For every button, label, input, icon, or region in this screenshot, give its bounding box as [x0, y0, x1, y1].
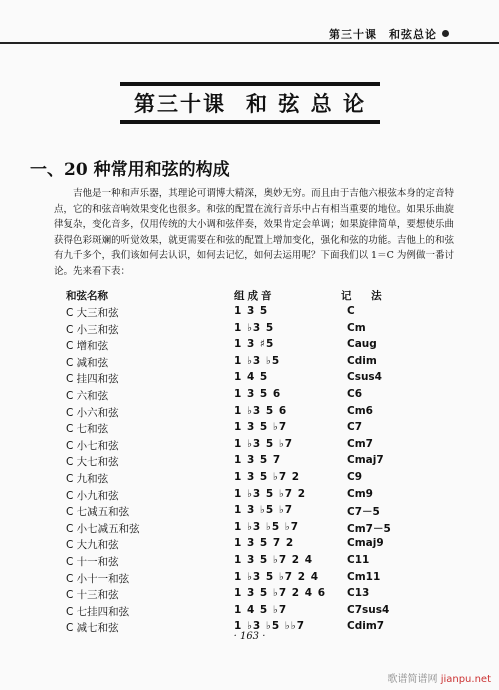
table-row	[66, 471, 466, 488]
chord-symbol-cell: Cm6	[347, 404, 373, 417]
table-row	[66, 554, 466, 571]
chord-name-cell: C 十三和弦	[66, 589, 119, 602]
chord-tones-cell: 1 3 5 7 2	[234, 537, 295, 550]
header-chord-tones: 组成音	[234, 290, 275, 302]
chord-tones-cell: 1 3 5	[234, 305, 269, 317]
chord-tones-cell: 1 3 5 ♭7 2	[234, 470, 301, 483]
chord-symbol-cell: Cdim	[347, 354, 377, 367]
chord-symbol-cell: Cdim7	[347, 620, 385, 633]
watermark	[388, 670, 492, 685]
table-header-row	[66, 288, 466, 305]
table-row	[66, 604, 466, 621]
chord-symbol-cell: C7－5	[347, 506, 380, 519]
chord-name-cell: C 小七和弦	[66, 439, 119, 452]
chord-symbol-cell: Cm7－5	[347, 522, 391, 535]
chord-tones-cell: 1 ♭3 ♭5 ♭7	[234, 520, 300, 533]
chord-name-cell: C 大三和弦	[66, 307, 119, 319]
chord-name-cell: C 七和弦	[66, 423, 109, 436]
chord-symbol-cell: Cm	[347, 321, 366, 334]
table-row	[66, 322, 466, 339]
chord-name-cell: C 小七减五和弦	[66, 522, 140, 535]
chord-name-cell: C 挂四和弦	[66, 373, 119, 386]
chord-tones-cell: 1 ♭3 5 ♭7 2	[234, 487, 307, 500]
chord-tones-cell: 1 3 5 ♭7 2 4 6	[234, 587, 327, 600]
page-header	[0, 0, 499, 45]
chord-symbol-cell: Csus4	[347, 371, 382, 384]
chord-name-cell: C 小十一和弦	[66, 572, 130, 585]
section-heading: 一、20 种常用和弦的构成	[30, 160, 230, 180]
chord-tones-cell: 1 4 5 ♭7	[234, 603, 288, 616]
chord-tones-cell: 1 ♭3 ♭5	[234, 354, 281, 367]
chord-name-cell: C 减七和弦	[66, 622, 119, 635]
watermark-name: 歌谱简谱网	[387, 674, 438, 685]
chord-symbol-cell: Cm7	[347, 437, 373, 450]
chord-name-cell: C 十一和弦	[66, 555, 119, 568]
table-row	[66, 571, 466, 588]
chord-name-cell: C 大九和弦	[66, 539, 119, 552]
table-row	[66, 587, 466, 604]
chord-name-cell: C 七挂四和弦	[66, 605, 130, 618]
chord-tones-cell: 1 3 5 ♭7 2 4	[234, 553, 314, 566]
chord-tones-cell: 1 ♭3 5 ♭7	[234, 437, 294, 450]
table-row	[66, 338, 466, 355]
chord-name-cell: C 小三和弦	[66, 323, 119, 336]
table-row	[66, 305, 466, 322]
table-row	[66, 421, 466, 438]
lesson-number: 第三十课	[134, 92, 227, 116]
chord-tones-cell: 1 4 5	[234, 371, 269, 384]
chord-symbol-cell: C11	[347, 553, 370, 566]
chord-name-cell: C 七减五和弦	[66, 506, 130, 519]
chord-symbol-cell: Cmaj9	[347, 537, 384, 550]
chord-symbol-cell: C13	[347, 587, 370, 600]
chord-name-cell: C 大七和弦	[66, 456, 119, 469]
chord-symbol-cell: C9	[347, 470, 363, 483]
chord-name-cell: C 小六和弦	[66, 406, 119, 419]
header-bullet-icon	[442, 30, 449, 37]
table-row	[66, 438, 466, 455]
header-chord-name: 和弦名称	[66, 290, 108, 302]
header-rule	[0, 42, 499, 44]
table-row	[66, 537, 466, 554]
table-row	[66, 405, 466, 422]
chord-tones-cell: 1 ♭3 5	[234, 321, 275, 334]
chord-tones-cell: 1 3 ♭5 ♭7	[234, 504, 294, 517]
chord-tones-cell: 1 ♭3 5 6	[234, 404, 288, 417]
chord-name-cell: C 六和弦	[66, 389, 109, 402]
chord-table	[66, 288, 466, 637]
table-row	[66, 371, 466, 388]
table-row	[66, 388, 466, 405]
chord-tones-cell: 1 3 5 6	[234, 387, 282, 400]
chord-name-cell: C 减和弦	[66, 356, 109, 369]
chord-symbol-cell: Cmaj7	[347, 454, 384, 467]
chord-tones-cell: 1 3 5 ♭7	[234, 421, 288, 434]
chord-tones-cell: 1 3 5 7	[234, 454, 282, 467]
chord-name-cell: C 增和弦	[66, 340, 109, 353]
watermark-url: jianpu.net	[440, 674, 491, 685]
table-row	[66, 454, 466, 471]
chord-tones-cell: 1 3 ♯5	[234, 338, 275, 351]
chord-name-cell: C 九和弦	[66, 472, 109, 485]
chord-symbol-cell: C	[347, 305, 355, 317]
running-header-title: 第三十课 和弦总论	[329, 28, 437, 41]
chord-symbol-cell: C7sus4	[347, 603, 390, 616]
chord-symbol-cell: Caug	[347, 338, 377, 351]
intro-paragraph: 吉他是一种和声乐器，其理论可谓博大精深，奥妙无穷。而且由于吉他六根弦本身的定音特点，它的和弦音响效果变化也很多。和弦的配置在流行音乐中占有相当重要的地位。如果乐曲旋律复杂，变化音多，仅用传统的大小调和弦伴奏，效果肯定会单调；如果旋律简单，要想使乐曲获得色彩斑斓的听觉效果，就更需要在和弦的配置上增加变化，强化和弦的功能。吉他上的和弦有九千多个，我们该如何去认识，如何去记忆，如何去运用呢？下面我们以 1＝C 为例做一番讨论。先来看下表：	[54, 188, 454, 277]
table-row	[66, 488, 466, 505]
table-row	[66, 355, 466, 372]
table-body	[66, 305, 466, 637]
chord-name-cell: C 小九和弦	[66, 489, 119, 502]
table-row	[66, 504, 466, 521]
lesson-title	[120, 82, 380, 124]
chord-symbol-cell: Cm11	[347, 570, 381, 583]
chord-symbol-cell: Cm9	[347, 487, 373, 500]
chord-symbol-cell: C7	[347, 421, 363, 434]
chord-symbol-cell: C6	[347, 387, 363, 400]
lesson-name: 和 弦 总 论	[246, 92, 366, 116]
chord-tones-cell: 1 ♭3 5 ♭7 2 4	[234, 570, 320, 583]
page-number: · 163 ·	[233, 631, 266, 642]
chord-tones-cell: 1 ♭3 ♭5 ♭♭7	[234, 620, 306, 633]
table-row	[66, 521, 466, 538]
header-notation: 记 法	[341, 290, 390, 302]
